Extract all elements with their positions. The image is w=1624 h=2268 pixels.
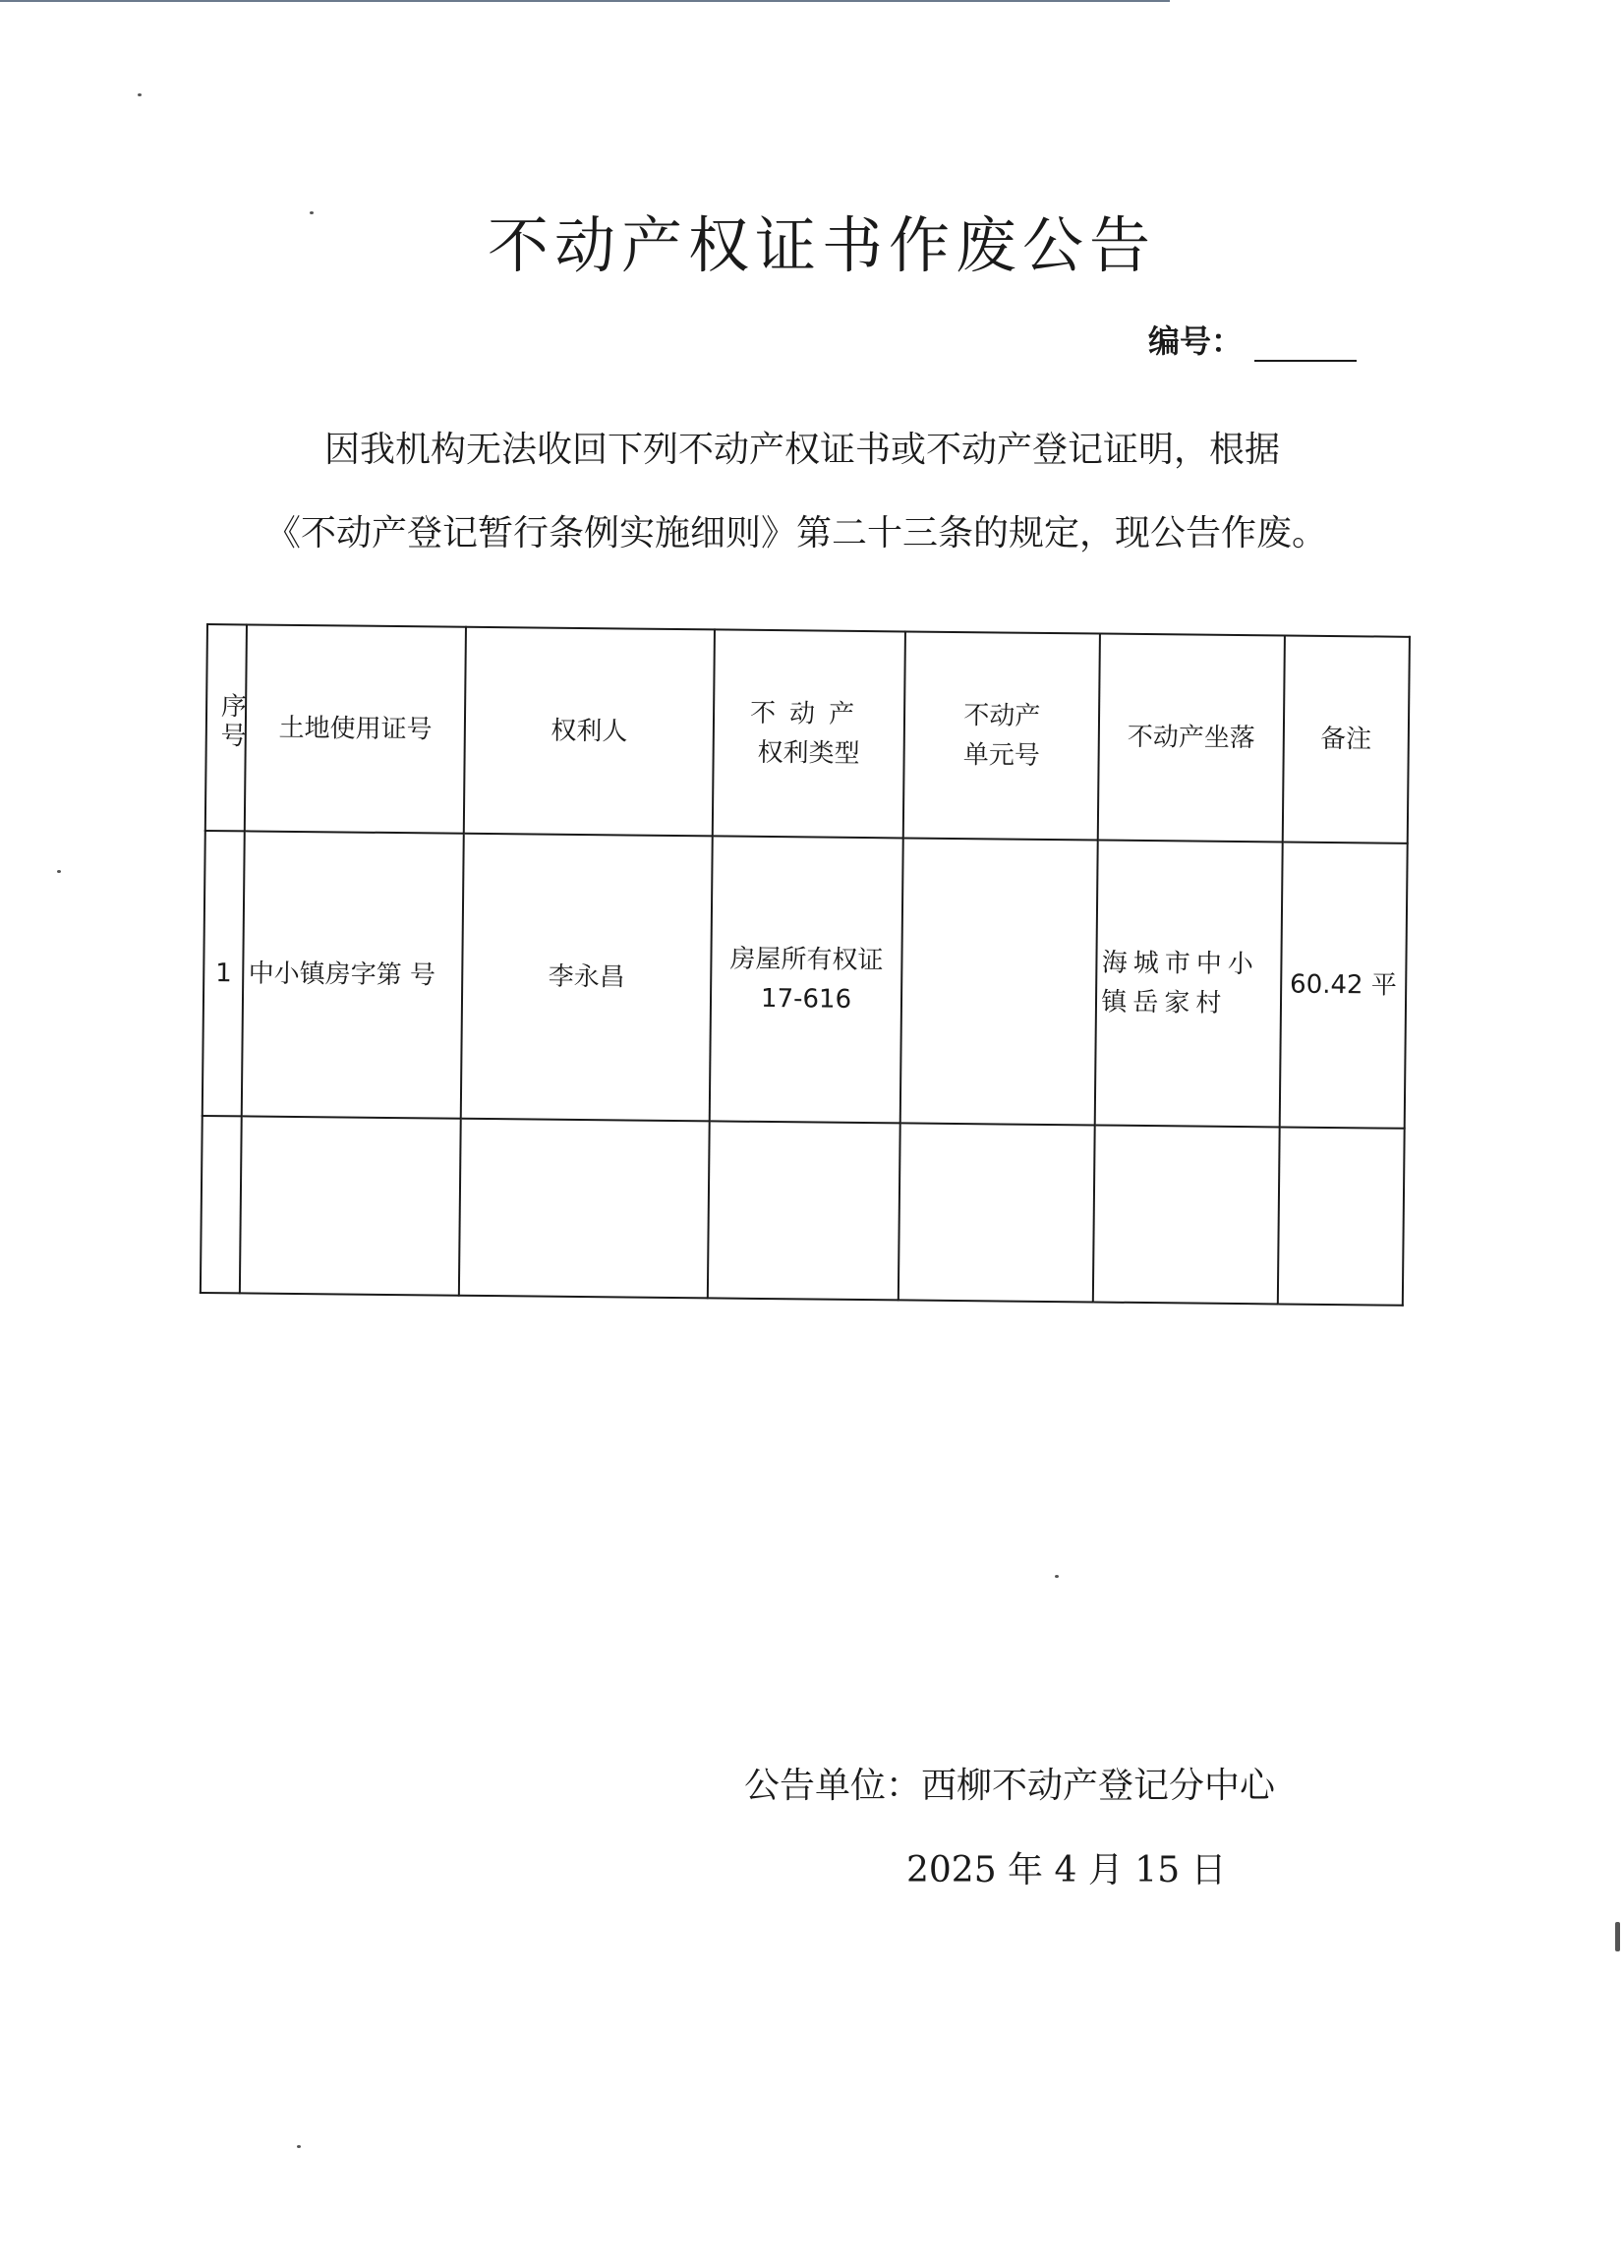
empty-cell <box>240 1116 460 1295</box>
header-holder: 权利人 <box>464 627 715 837</box>
cell-right-type <box>710 836 903 1123</box>
table-row-empty <box>201 1116 1405 1306</box>
header-right-type-line-2: 权利类型 <box>757 737 860 769</box>
header-right-type-line-1: 不动产 <box>749 698 869 729</box>
header-unit-no-line-1: 不动产 <box>963 700 1041 731</box>
header-certificate: 土地使用证号 <box>245 624 466 833</box>
document-title: 不动产权证书作废公告 <box>487 209 1156 281</box>
scan-speck <box>297 2145 301 2148</box>
header-remarks: 备注 <box>1282 635 1410 843</box>
empty-cell <box>708 1121 900 1300</box>
scan-edge-line <box>0 0 1170 2</box>
number-blank-field <box>1254 326 1357 362</box>
document-number <box>1148 317 1357 362</box>
cell-right-type-line-2: 17-616 <box>760 983 852 1015</box>
paragraph-line-1: 因我机构无法收回下列不动产权证书或不动产登记证明，根据 <box>324 430 1281 470</box>
cell-certificate: 中小镇房字第 号 <box>242 831 464 1118</box>
header-unit-no-line-2: 单元号 <box>962 740 1041 771</box>
certificate-table <box>200 623 1411 1307</box>
scan-speck <box>57 870 61 873</box>
number-label: 编号： <box>1148 322 1244 360</box>
certificate-table-container <box>200 623 1411 1297</box>
cell-seq: 1 <box>203 831 245 1116</box>
cell-holder: 李永昌 <box>461 834 713 1122</box>
cell-right-type-line-1: 房屋所有权证 <box>729 944 884 975</box>
cell-unit-no <box>900 838 1098 1125</box>
header-right-type <box>713 629 905 838</box>
cell-location <box>1095 841 1282 1128</box>
paragraph-line-2: 《不动产登记暂行条例实施细则》第二十三条的规定，现公告作废。 <box>265 513 1328 553</box>
scan-speck <box>1055 1575 1059 1578</box>
header-location: 不动产坐落 <box>1098 634 1284 843</box>
scan-speck <box>1615 1922 1620 1951</box>
issuing-unit: 公告单位：西柳不动产登记分中心 <box>744 1766 1276 1806</box>
empty-cell <box>459 1119 710 1299</box>
empty-cell <box>201 1116 242 1293</box>
header-unit-no <box>903 631 1100 840</box>
empty-cell <box>899 1123 1095 1302</box>
empty-cell <box>1093 1125 1279 1304</box>
cell-location-line-1: 海城市中小 <box>1101 948 1259 979</box>
scan-speck <box>138 93 142 96</box>
issue-date: 2025 年 4 月 15 日 <box>906 1850 1227 1890</box>
table-header-row <box>205 624 1410 843</box>
empty-cell <box>1277 1127 1404 1305</box>
header-seq: 序号 <box>205 624 248 831</box>
cell-location-line-2: 镇岳家村 <box>1101 987 1228 1018</box>
table-row <box>203 831 1408 1129</box>
cell-remarks: 60.42 平 <box>1279 842 1408 1128</box>
